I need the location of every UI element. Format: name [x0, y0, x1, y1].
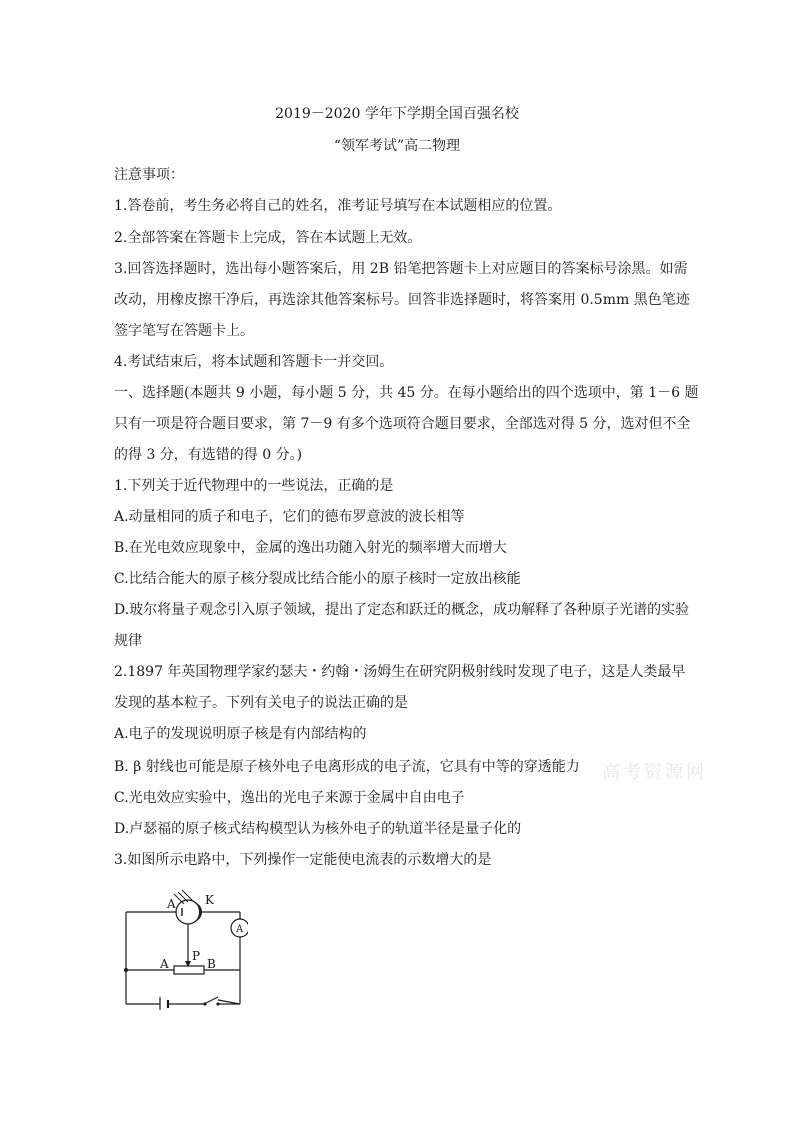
ammeter-label: A [236, 924, 244, 935]
question-2-option-a: A.电子的发现说明原子核是有内部结构的 [114, 726, 367, 742]
exam-subtitle: “领军考试”高二物理 [333, 138, 461, 154]
question-2-option-d: D.卢瑟福的原子核式结构模型认为核外电子的轨道半径是量子化的 [114, 821, 522, 837]
question-1-stem: 1.下列关于近代物理中的一些说法，正确的是 [114, 478, 394, 494]
question-2-option-b: B. β 射线也可能是原子核外电子电离形成的电子流，它具有中等的穿透能力 [114, 759, 580, 775]
notice-item: 4.考试结束后，将本试题和答题卡一并交回。 [114, 354, 394, 370]
tube-cathode-label: K [205, 893, 214, 907]
question-3-stem: 3.如图所示电路中，下列操作一定能使电流表的示数增大的是 [114, 852, 492, 868]
notice-item: 3.回答选择题时，选出每小题答案后，用 2B 铅笔把答题卡上对应题目的答案标号涂黑。如需 [114, 261, 688, 277]
switch-icon [203, 997, 219, 1006]
question-1-option-a: A.动量相同的质子和电子，它们的德布罗意波的波长相等 [114, 509, 465, 525]
watermark: 高考资源网 [602, 762, 707, 783]
section-instructions: 的得 3 分，有选错的得 0 分。) [114, 447, 303, 463]
rheostat-left-label: A [160, 957, 169, 971]
battery-icon [160, 997, 168, 1010]
question-1-option-d: D.玻尔将量子观念引入原子领域，提出了定态和跃迁的概念，成功解释了各种原子光谱的实验 [114, 602, 690, 618]
notice-item: 签字笔写在答题卡上。 [114, 323, 254, 339]
question-2-stem-cont: 发现的基本粒子。下列有关电子的说法正确的是 [114, 695, 408, 711]
question-1-option-c: C.比结合能大的原子核分裂成比结合能小的原子核时一定放出核能 [114, 571, 521, 587]
notice-item: 1.答卷前，考生务必将自己的姓名，准考证号填写在本试题相应的位置。 [114, 198, 562, 214]
question-1-option-d-cont: 规律 [114, 633, 142, 649]
exam-title: 2019－2020 学年下学期全国百强名校 [275, 106, 519, 122]
rheostat-right-label: B [207, 957, 216, 971]
circuit-diagram [118, 888, 248, 1010]
notice-heading: 注意事项： [114, 167, 184, 183]
slider-label: P [192, 949, 201, 963]
rheostat-icon [174, 966, 204, 974]
question-1-option-b: B.在光电效应现象中，金属的逸出功随入射光的频率增大而增大 [114, 540, 507, 556]
tube-anode-label: A [167, 897, 176, 911]
section-instructions: 只有一项是符合题目要求，第 7－9 有多个选项符合题目要求，全部选对得 5 分，选对但不全 [114, 416, 691, 432]
section-instructions: 一、选择题(本题共 9 小题，每小题 5 分，共 45 分。在每小题给出的四个选项中，第 1－6 题 [114, 385, 699, 401]
notice-item: 2.全部答案在答题卡上完成，答在本试题上无效。 [114, 230, 422, 246]
notice-item: 改动，用橡皮擦干净后，再选涂其他答案标号。回答非选择题时，将答案用 0.5mm 黑色笔迹 [114, 292, 690, 308]
question-2-option-c: C.光电效应实验中，逸出的光电子来源于金属中自由电子 [114, 790, 465, 806]
junction-dot [124, 968, 128, 972]
question-2-stem: 2.1897 年英国物理学家约瑟夫・约翰・汤姆生在研究阴极射线时发现了电子，这是人类最早 [114, 664, 686, 680]
